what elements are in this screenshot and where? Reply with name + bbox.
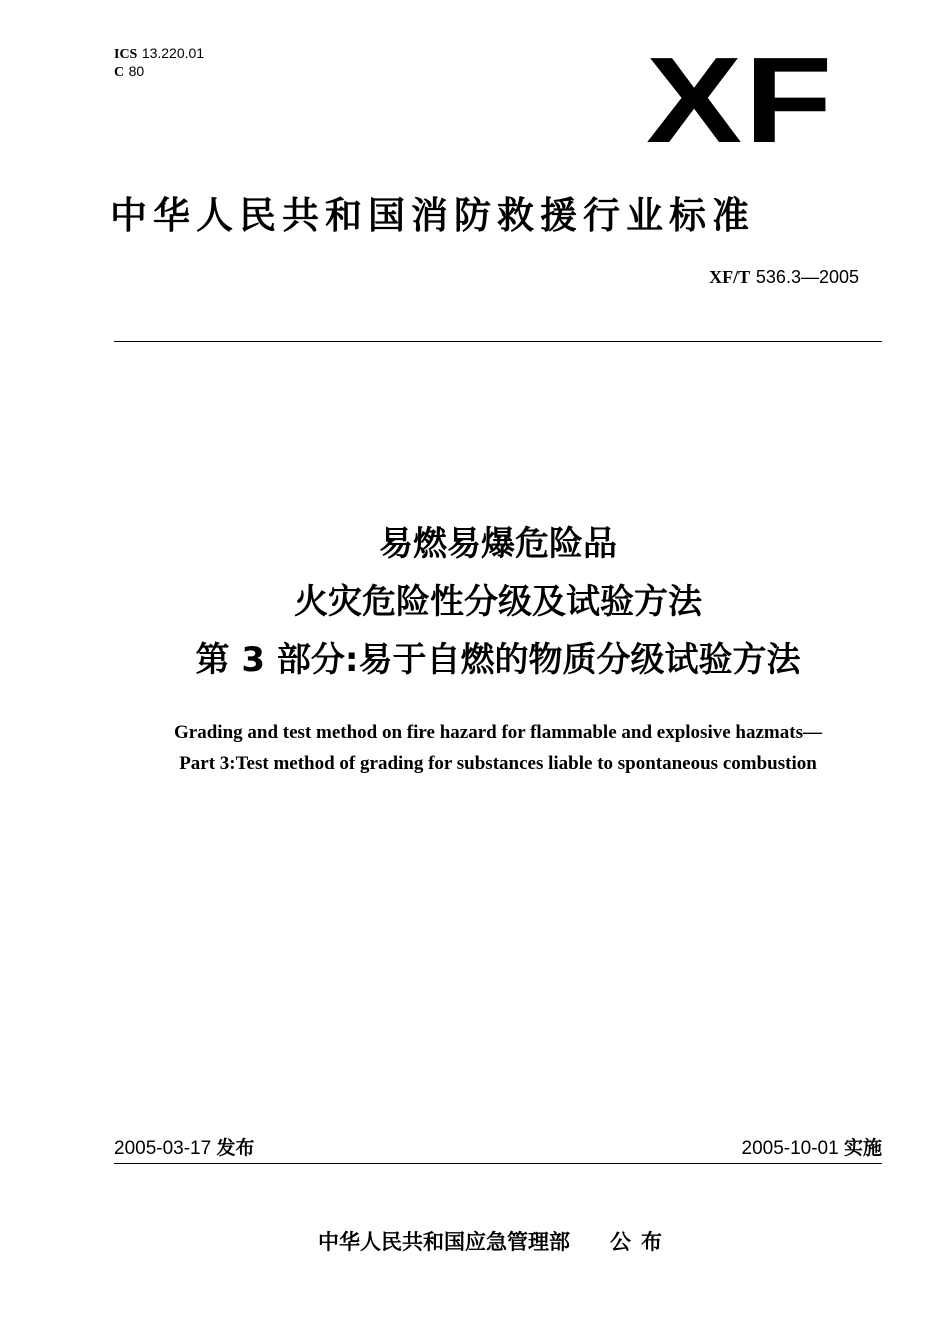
standard-authority: 中华人民共和国消防救援行业标准 (110, 194, 755, 237)
ics-label: ICS (114, 47, 138, 62)
issue-date-value: 2005-03-17 (114, 1138, 212, 1159)
ics-code (114, 45, 204, 63)
title-en-line-1: Grading and test method on fire hazard for flammable and explosive hazmats— (174, 722, 822, 743)
publisher-name: 中华人民共和国应急管理部 (318, 1230, 570, 1254)
title-zh-line-2: 火灾危险性分级及试验方法 (294, 582, 702, 622)
xf-logo: XF (646, 32, 835, 168)
issue-date (114, 1133, 255, 1160)
standard-number (709, 267, 859, 288)
ccs-value: 80 (128, 63, 145, 79)
standard-prefix: XF/T (709, 267, 751, 287)
ccs-label: C (114, 65, 125, 80)
effective-date (742, 1133, 883, 1160)
header-divider (114, 341, 882, 342)
footer-divider (114, 1163, 882, 1164)
ics-value: 13.220.01 (141, 45, 205, 61)
classification-codes (114, 45, 204, 81)
effective-date-label: 实施 (843, 1137, 882, 1159)
issue-date-label: 发布 (216, 1137, 255, 1159)
title-en-line-2: Part 3:Test method of grading for substances liable to spontaneous combustion (179, 753, 817, 774)
publish-action: 公布 (610, 1230, 672, 1254)
publisher (0, 1226, 950, 1256)
ccs-code (114, 63, 204, 81)
standard-code: 536.3—2005 (755, 267, 859, 287)
title-zh-line-1: 易燃易爆危险品 (379, 524, 617, 564)
title-zh-line-3: 第 3 部分:易于自燃的物质分级试验方法 (195, 640, 801, 680)
effective-date-value: 2005-10-01 (741, 1138, 839, 1159)
